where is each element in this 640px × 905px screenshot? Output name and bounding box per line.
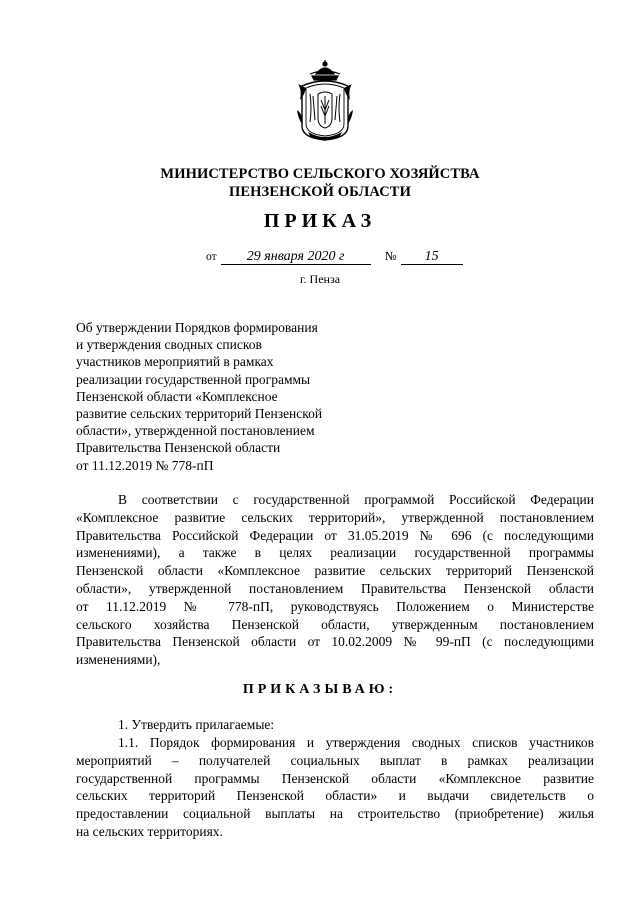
order-heading: ПРИКАЗЫВАЮ:: [242, 682, 398, 697]
preamble-line: изменениями),: [76, 652, 161, 668]
subject-line: и утверждения сводных списков: [76, 337, 262, 353]
city-name: г. Пенза: [299, 272, 341, 286]
item-1-1-line: предоставлении социальной выплаты на строительство (приобретение) жилья: [76, 806, 594, 822]
subject-line: области», утвержденной постановлением: [76, 423, 315, 439]
subject-line: развитие сельских территорий Пензенской: [76, 406, 323, 422]
date-number-line: [206, 249, 463, 265]
preamble-paragraph: [76, 491, 594, 669]
subject-line: от 11.12.2019 № 778-пП: [76, 457, 214, 473]
preamble-line: области», утвержденной постановлением Правительства Пензенской области: [76, 580, 594, 596]
item-1-1-line: на сельских территориях.: [76, 823, 223, 839]
preamble-line: Правительства Российской Федерации от 31.05.2019 № 696 (с последующими: [76, 527, 594, 543]
ministry-name-line-2: ПЕНЗЕНСКОЙ ОБЛАСТИ: [229, 184, 411, 200]
subject-line: Об утверждении Порядков формирования: [76, 320, 318, 335]
date-value: 29 января 2020 г: [221, 249, 371, 265]
preamble-line: В соответствии с государственной программой Российской Федерации: [118, 492, 594, 507]
document-type-title: ПРИКАЗ: [263, 210, 377, 232]
number-label: №: [384, 249, 397, 263]
preamble-line: от 11.12.2019 № 778-пП, руководствуясь Положением о Министерстве: [76, 598, 594, 614]
order-subject: [76, 319, 376, 474]
preamble-line: сельского хозяйства Пензенской области, утвержденным постановлением: [76, 616, 594, 632]
number-value: 15: [401, 249, 463, 265]
item-1-1-line: государственной программы Пензенской области «Комплексное развитие: [76, 770, 594, 786]
subject-line: реализации государственной программы: [76, 371, 311, 387]
coat-of-arms-icon: [294, 60, 356, 142]
preamble-line: изменениями), а также в целях реализации государственной программы: [76, 545, 594, 561]
item-1-1-line: мероприятий – получателей социальных выплат в рамках реализации: [76, 752, 594, 768]
preamble-line: «Комплексное развитие сельских территорий», утвержденной постановлением: [76, 509, 594, 525]
item-1-1-line: сельских территорий Пензенской области» и выдачи свидетельств о: [76, 788, 594, 804]
subject-line: Пензенской области «Комплексное: [76, 388, 278, 404]
subject-line: участников мероприятий в рамках: [76, 354, 274, 370]
date-label: от: [206, 251, 217, 263]
preamble-line: Пензенской области «Комплексное развитие сельских территорий Пензенской: [76, 563, 594, 579]
ministry-name-line-1: МИНИСТЕРСТВО СЕЛЬСКОГО ХОЗЯЙСТВА: [160, 166, 480, 182]
item-1-1-paragraph: [76, 734, 594, 841]
item-1-1-line: 1.1. Порядок формирования и утверждения сводных списков участников: [118, 735, 594, 750]
subject-line: Правительства Пензенской области: [76, 440, 281, 456]
item-1: 1. Утвердить прилагаемые:: [118, 717, 275, 732]
preamble-line: Правительства Пензенской области от 10.02.2009 № 99-пП (с последующими: [76, 634, 594, 650]
